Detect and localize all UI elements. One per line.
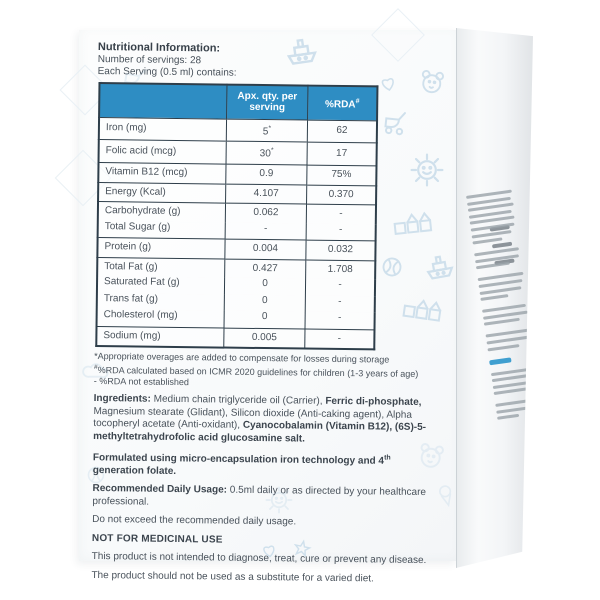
table-row: Energy (Kcal) 4.107 0.370	[98, 182, 376, 205]
fine-print-paragraph	[474, 247, 526, 270]
nutrition-header	[98, 41, 444, 83]
nutrition-panel-content	[91, 41, 444, 587]
table-row: Cholesterol (mg) 0 -	[97, 309, 375, 329]
nutrient-column-header	[99, 83, 227, 119]
ingredients-paragraph: Ingredients: Medium chain triglyceride oil (Carrier), Ferric di-phosphate, Magnesium stearate (Glidant), Silicon dioxide (Anti-caking agent), Alpha tocopheryl acetate (Anti-oxidant), Cyanocobalamin (Vitamin B12), (6S)-5-methyltetrahydrofolic acid glucosamine salt.	[93, 393, 427, 445]
table-row: Protein (g) 0.004 0.032	[97, 238, 375, 261]
table-header-row	[99, 83, 377, 121]
table-footnotes	[94, 351, 440, 391]
fine-print-paragraph	[482, 303, 534, 326]
serving-size-line: Each Serving (0.5 ml) contains:	[97, 65, 237, 79]
nutrition-title: Nutritional Information:	[97, 41, 221, 55]
rda-column-header: %RDA#	[308, 85, 378, 120]
not-for-medicinal-use: NOT FOR MEDICINAL USE	[91, 532, 223, 546]
fine-print-paragraph	[495, 397, 547, 420]
box-front-panel	[79, 30, 457, 585]
nutrition-table	[95, 82, 378, 351]
footnote-rda-not-established: - %RDA not established	[93, 376, 189, 388]
table-row: Vitamin B12 (mcg) 0.9 75%	[98, 163, 376, 186]
table-row: Iron (mg) 5* 62	[99, 117, 377, 143]
table-row: Saturated Fat (g) 0 -	[97, 276, 375, 296]
table-row: Total Fat (g) 0.427 1.708	[97, 257, 375, 279]
box-side-panel	[456, 28, 533, 568]
recommended-usage: Recommended Daily Usage: 0.5ml daily or as directed by your healthcare professional.	[92, 483, 427, 508]
do-not-exceed-note: Do not exceed the recommended daily usage.	[92, 514, 297, 528]
footnote-rda-basis: #%RDA calculated based on ICMR 2020 guidelines for children (1-3 years of age)	[93, 364, 419, 380]
disease-disclaimer: This product is not intended to diagnose, treat, cure or prevent any disease.	[91, 551, 427, 567]
diet-disclaimer: The product should not be used as a substitute for a varied diet.	[91, 569, 374, 585]
qty-column-header: Apx. qty. per serving	[227, 84, 308, 119]
table-row: Carbohydrate (g) 0.062 -	[98, 202, 376, 224]
formulation-claim: Formulated using micro-encapsulation iron technology and 4th generation folate.	[92, 452, 391, 477]
fine-print-paragraph	[491, 366, 544, 396]
fine-print-paragraph	[486, 328, 538, 351]
fine-print-paragraph	[478, 272, 531, 302]
servings-line: Number of servings: 28	[97, 53, 202, 66]
fine-print-paragraph	[466, 189, 522, 245]
table-row: Trans fat (g) 0 -	[97, 293, 375, 313]
footnote-overages: *Appropriate overages are added to compensate for losses during storage	[94, 351, 390, 365]
table-row: Total Sugar (g) - -	[98, 221, 376, 241]
brand-mark	[489, 357, 511, 365]
side-panel-labels	[466, 35, 524, 42]
side-panel-fine-print	[466, 189, 548, 429]
table-row: Folic acid (mcg) 30* 17	[99, 140, 377, 166]
table-row: Sodium (mg) 0.005 -	[96, 326, 374, 349]
